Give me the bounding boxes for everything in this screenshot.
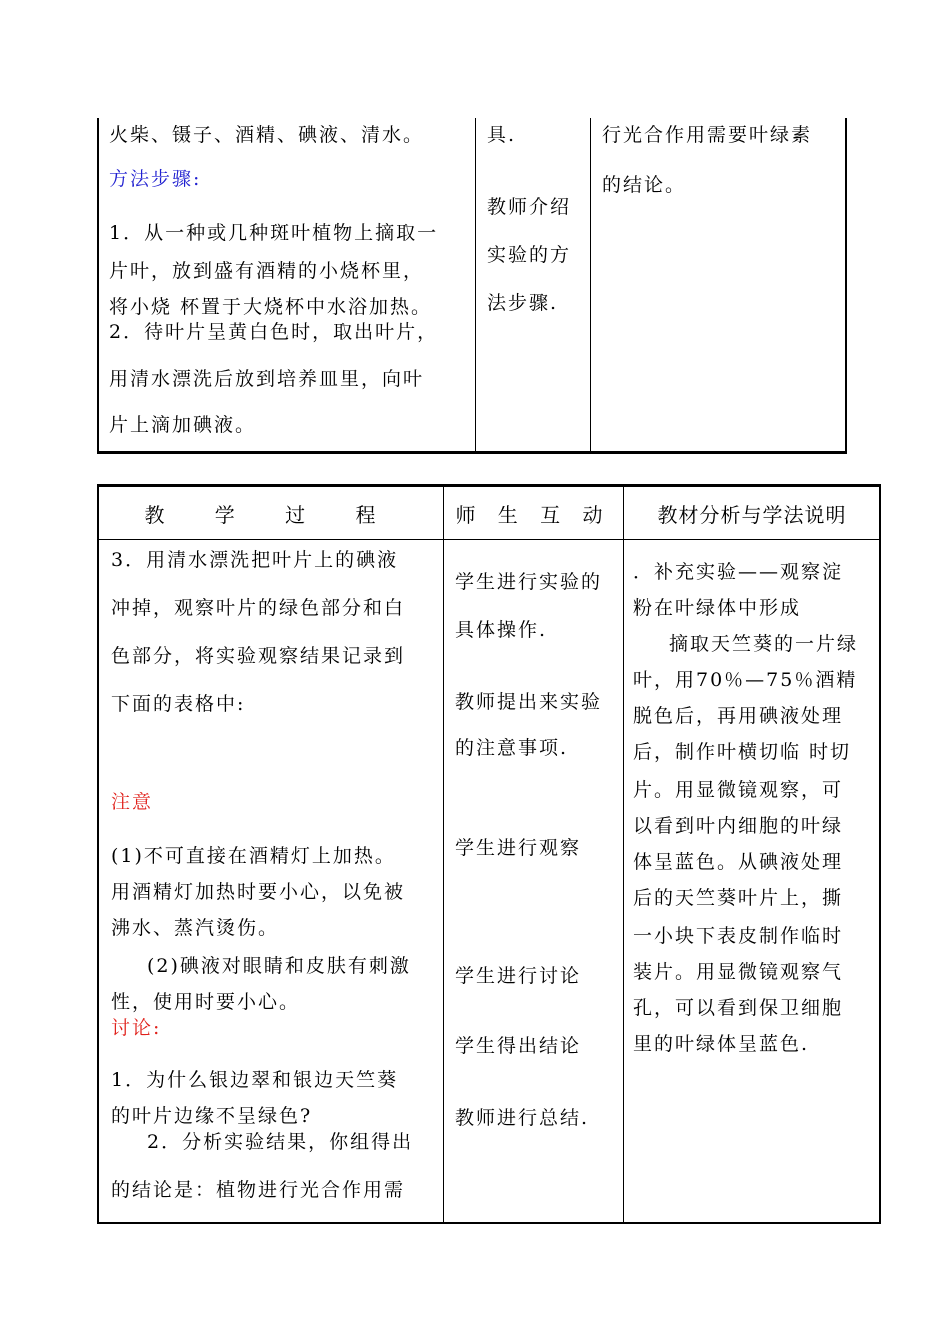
header-analysis: 教材分析与学法说明 xyxy=(657,503,847,527)
text-line: 实验的方 xyxy=(487,244,572,266)
text-line: 教师进行总结. xyxy=(455,1107,590,1129)
text-line: 装片。用显微镜观察气 xyxy=(633,961,844,983)
text-line: 片叶，放到盛有酒精的小烧杯里， xyxy=(109,260,425,282)
lesson-table xyxy=(97,484,881,1224)
text-line: 粉在叶绿体中形成 xyxy=(633,597,802,619)
text-line: 用酒精灯加热时要小心，以免被 xyxy=(111,881,406,903)
text-line: 学生进行讨论 xyxy=(455,965,582,987)
text-line: 沸水、蒸汽烫伤。 xyxy=(111,917,280,939)
table-continuation xyxy=(97,118,847,454)
text-line: 摘取天竺葵的一片绿 xyxy=(669,633,859,655)
text-line: 脱色后，再用碘液处理 xyxy=(633,705,844,727)
text-line: 具. xyxy=(487,124,517,146)
text-line: 性，使用时要小心。 xyxy=(111,991,301,1013)
section-heading-caution: 注意 xyxy=(111,791,154,813)
text-line: 下面的表格中: xyxy=(111,693,246,715)
text-line: 的注意事项. xyxy=(455,737,569,759)
text-line: 教师提出来实验 xyxy=(455,691,603,713)
section-heading-method: 方法步骤: xyxy=(109,168,202,190)
text-line: 的结论。 xyxy=(602,174,687,196)
text-line: 行光合作用需要叶绿素 xyxy=(602,124,813,146)
text-line: ．补充实验——观察淀 xyxy=(633,561,844,583)
text-line: 后的天竺葵叶片上，撕 xyxy=(633,887,844,909)
text-line: 以看到叶内细胞的叶绿 xyxy=(633,815,844,837)
text-line: 片上滴加碘液。 xyxy=(109,414,257,436)
text-line: (1)不可直接在酒精灯上加热。 xyxy=(111,845,396,867)
text-line: 火柴、镊子、酒精、碘液、清水。 xyxy=(109,124,425,146)
text-line: 学生得出结论 xyxy=(455,1035,582,1057)
text-line: 3．用清水漂洗把叶片上的碘液 xyxy=(111,549,399,571)
text-line: 后，制作叶横切临 时切 xyxy=(633,741,852,763)
text-line: 2．待叶片呈黄白色时，取出叶片， xyxy=(109,321,439,343)
header-interaction: 师 生 互 动 xyxy=(455,503,611,527)
text-line: 具体操作. xyxy=(455,619,548,641)
column-divider xyxy=(475,118,476,451)
text-line: 一小块下表皮制作临时 xyxy=(633,925,844,947)
text-line: 1．为什么银边翠和银边天竺葵 xyxy=(111,1069,399,1091)
header-teaching-process: 教 学 过 程 xyxy=(144,503,398,527)
text-line: 学生进行实验的 xyxy=(455,571,603,593)
text-line: 体呈蓝色。从碘液处理 xyxy=(633,851,844,873)
text-line: 里的叶绿体呈蓝色. xyxy=(633,1033,810,1055)
text-line: 用清水漂洗后放到培养皿里，向叶 xyxy=(109,368,425,390)
header-divider xyxy=(99,539,879,540)
text-line: 学生进行观察 xyxy=(455,837,582,859)
text-line: 2．分析实验结果，你组得出 xyxy=(147,1131,414,1153)
text-line: 将小烧 杯置于大烧杯中水浴加热。 xyxy=(109,296,433,318)
text-line: 的结论是：植物进行光合作用需 xyxy=(111,1179,406,1201)
column-divider xyxy=(623,487,624,1222)
text-line: 色部分，将实验观察结果记录到 xyxy=(111,645,406,667)
section-heading-discussion: 讨论: xyxy=(111,1017,162,1039)
column-divider xyxy=(590,118,591,451)
text-line: 教师介绍 xyxy=(487,196,572,218)
column-divider xyxy=(443,487,444,1222)
text-line: 1．从一种或几种斑叶植物上摘取一 xyxy=(109,222,439,244)
text-line: 冲掉，观察叶片的绿色部分和白 xyxy=(111,597,406,619)
text-line: 叶，用70％—75％酒精 xyxy=(633,669,858,691)
text-line: 法步骤. xyxy=(487,292,559,314)
text-line: 孔，可以看到保卫细胞 xyxy=(633,997,844,1019)
text-line: 片。用显微镜观察，可 xyxy=(633,779,844,801)
text-line: 的叶片边缘不呈绿色? xyxy=(111,1105,313,1127)
text-line: (2)碘液对眼睛和皮肤有刺激 xyxy=(147,955,411,977)
